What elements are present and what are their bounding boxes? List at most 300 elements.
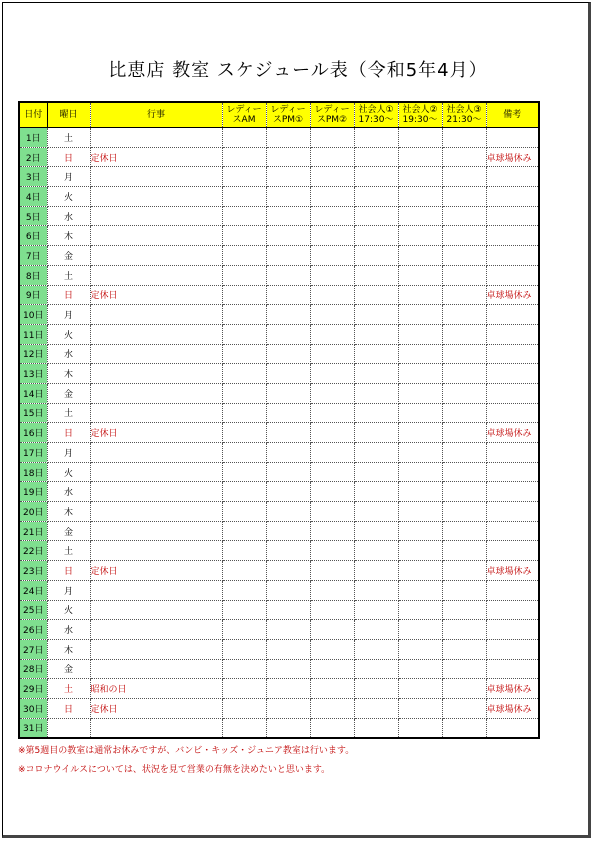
header-ladies-pm2 (310, 102, 354, 128)
cell-class-slot (222, 187, 266, 207)
cell-date: 28日 (19, 659, 47, 679)
cell-class-slot (266, 462, 310, 482)
table-row (19, 580, 539, 600)
cell-class-slot (266, 167, 310, 187)
cell-class-slot (310, 521, 354, 541)
cell-class-slot (398, 639, 442, 659)
cell-note (486, 265, 539, 285)
cell-class-slot (222, 364, 266, 384)
cell-date: 7日 (19, 246, 47, 266)
cell-class-slot (442, 698, 486, 718)
cell-note (486, 383, 539, 403)
cell-class-slot (398, 187, 442, 207)
cell-class-slot (442, 147, 486, 167)
cell-class-slot (398, 541, 442, 561)
cell-event (90, 502, 222, 522)
cell-dow: 金 (47, 521, 90, 541)
cell-class-slot (310, 147, 354, 167)
cell-event: 昭和の日 (90, 679, 222, 699)
cell-class-slot (398, 423, 442, 443)
cell-dow: 水 (47, 344, 90, 364)
cell-class-slot (354, 285, 398, 305)
cell-date: 31日 (19, 718, 47, 738)
cell-class-slot (222, 285, 266, 305)
table-row (19, 698, 539, 718)
cell-class-slot (398, 580, 442, 600)
cell-event: 定休日 (90, 561, 222, 581)
cell-note (486, 580, 539, 600)
table-row (19, 187, 539, 207)
cell-class-slot (354, 443, 398, 463)
cell-dow: 金 (47, 383, 90, 403)
cell-date: 4日 (19, 187, 47, 207)
cell-note: 卓球場休み (486, 147, 539, 167)
cell-class-slot (222, 383, 266, 403)
cell-dow: 火 (47, 187, 90, 207)
cell-class-slot (354, 344, 398, 364)
table-row (19, 364, 539, 384)
header-adult2 (398, 102, 442, 128)
cell-event (90, 206, 222, 226)
cell-event (90, 443, 222, 463)
cell-class-slot (222, 482, 266, 502)
cell-event (90, 521, 222, 541)
cell-date: 23日 (19, 561, 47, 581)
cell-note (486, 403, 539, 423)
cell-class-slot (310, 305, 354, 325)
cell-class-slot (266, 620, 310, 640)
cell-dow: 土 (47, 679, 90, 699)
cell-note (486, 521, 539, 541)
cell-dow: 土 (47, 128, 90, 148)
cell-class-slot (310, 246, 354, 266)
header-adult1-line1: 社会人① (358, 105, 394, 115)
cell-class-slot (398, 285, 442, 305)
cell-class-slot (354, 265, 398, 285)
cell-class-slot (354, 187, 398, 207)
cell-class-slot (354, 679, 398, 699)
cell-class-slot (266, 580, 310, 600)
table-row (19, 443, 539, 463)
cell-dow: 土 (47, 403, 90, 423)
cell-class-slot (398, 364, 442, 384)
cell-date: 25日 (19, 600, 47, 620)
cell-event: 定休日 (90, 147, 222, 167)
cell-event (90, 600, 222, 620)
cell-event (90, 462, 222, 482)
cell-class-slot (354, 659, 398, 679)
cell-class-slot (442, 561, 486, 581)
schedule-body (19, 128, 539, 739)
cell-note (486, 502, 539, 522)
cell-note (486, 718, 539, 738)
cell-event (90, 403, 222, 423)
cell-class-slot (442, 423, 486, 443)
cell-date: 11日 (19, 324, 47, 344)
cell-class-slot (442, 285, 486, 305)
cell-class-slot (310, 639, 354, 659)
cell-class-slot (266, 364, 310, 384)
cell-class-slot (266, 679, 310, 699)
table-row (19, 561, 539, 581)
table-row (19, 502, 539, 522)
cell-class-slot (266, 718, 310, 738)
cell-class-slot (266, 502, 310, 522)
table-row (19, 482, 539, 502)
cell-date: 29日 (19, 679, 47, 699)
cell-class-slot (442, 206, 486, 226)
cell-note (486, 541, 539, 561)
cell-class-slot (222, 639, 266, 659)
cell-class-slot (266, 285, 310, 305)
cell-class-slot (222, 443, 266, 463)
cell-event (90, 541, 222, 561)
cell-class-slot (354, 561, 398, 581)
cell-class-slot (442, 403, 486, 423)
cell-date: 21日 (19, 521, 47, 541)
cell-class-slot (354, 246, 398, 266)
cell-class-slot (398, 502, 442, 522)
cell-date: 3日 (19, 167, 47, 187)
cell-note: 卓球場休み (486, 561, 539, 581)
cell-class-slot (310, 698, 354, 718)
cell-class-slot (266, 147, 310, 167)
cell-date: 26日 (19, 620, 47, 640)
cell-class-slot (222, 344, 266, 364)
cell-dow: 金 (47, 659, 90, 679)
table-row (19, 285, 539, 305)
cell-class-slot (310, 462, 354, 482)
cell-class-slot (398, 403, 442, 423)
cell-note (486, 206, 539, 226)
header-ladies-pm1-line2: スPM① (272, 115, 304, 125)
table-row (19, 541, 539, 561)
cell-dow: 土 (47, 265, 90, 285)
cell-date: 24日 (19, 580, 47, 600)
cell-class-slot (442, 659, 486, 679)
table-row (19, 521, 539, 541)
cell-class-slot (442, 620, 486, 640)
header-adult3-line1: 社会人③ (446, 105, 482, 115)
cell-class-slot (354, 462, 398, 482)
cell-note (486, 324, 539, 344)
cell-class-slot (266, 541, 310, 561)
cell-dow: 木 (47, 364, 90, 384)
cell-class-slot (310, 206, 354, 226)
cell-event (90, 226, 222, 246)
cell-class-slot (398, 167, 442, 187)
cell-class-slot (354, 580, 398, 600)
cell-class-slot (222, 462, 266, 482)
cell-dow (47, 718, 90, 738)
cell-class-slot (310, 580, 354, 600)
cell-class-slot (222, 502, 266, 522)
cell-class-slot (222, 580, 266, 600)
cell-class-slot (354, 423, 398, 443)
cell-class-slot (354, 698, 398, 718)
cell-class-slot (442, 305, 486, 325)
table-row (19, 344, 539, 364)
cell-class-slot (398, 698, 442, 718)
cell-note (486, 167, 539, 187)
cell-event: 定休日 (90, 423, 222, 443)
cell-class-slot (266, 521, 310, 541)
header-note: 備考 (486, 102, 539, 128)
cell-class-slot (442, 462, 486, 482)
cell-class-slot (222, 226, 266, 246)
cell-class-slot (398, 324, 442, 344)
cell-class-slot (266, 206, 310, 226)
table-row (19, 206, 539, 226)
cell-class-slot (266, 639, 310, 659)
cell-class-slot (442, 265, 486, 285)
cell-class-slot (266, 128, 310, 148)
cell-note (486, 482, 539, 502)
cell-class-slot (266, 246, 310, 266)
header-adult2-line1: 社会人② (402, 105, 438, 115)
cell-class-slot (442, 443, 486, 463)
cell-class-slot (398, 206, 442, 226)
cell-class-slot (310, 403, 354, 423)
cell-dow: 火 (47, 324, 90, 344)
table-row (19, 167, 539, 187)
cell-date: 30日 (19, 698, 47, 718)
page-title: 比恵店 教室 スケジュール表（令和5年4月） (108, 60, 488, 81)
cell-class-slot (442, 324, 486, 344)
cell-date: 1日 (19, 128, 47, 148)
cell-dow: 日 (47, 423, 90, 443)
cell-class-slot (442, 521, 486, 541)
cell-class-slot (266, 698, 310, 718)
cell-class-slot (310, 324, 354, 344)
cell-class-slot (398, 718, 442, 738)
cell-class-slot (354, 383, 398, 403)
cell-note (486, 246, 539, 266)
cell-class-slot (222, 167, 266, 187)
cell-date: 16日 (19, 423, 47, 443)
cell-class-slot (398, 462, 442, 482)
cell-class-slot (266, 305, 310, 325)
cell-class-slot (442, 580, 486, 600)
cell-class-slot (310, 502, 354, 522)
cell-note (486, 659, 539, 679)
cell-event (90, 324, 222, 344)
cell-note: 卓球場休み (486, 698, 539, 718)
table-row (19, 403, 539, 423)
cell-note: 卓球場休み (486, 285, 539, 305)
cell-class-slot (266, 443, 310, 463)
cell-date: 6日 (19, 226, 47, 246)
cell-note (486, 443, 539, 463)
header-adult2-line2: 19:30～ (402, 115, 438, 125)
table-row (19, 305, 539, 325)
cell-class-slot (398, 561, 442, 581)
header-adult3-line2: 21:30～ (446, 115, 482, 125)
cell-event (90, 718, 222, 738)
cell-dow: 月 (47, 305, 90, 325)
cell-class-slot (310, 541, 354, 561)
cell-date: 19日 (19, 482, 47, 502)
cell-class-slot (354, 324, 398, 344)
cell-class-slot (266, 344, 310, 364)
footnote-2: ※コロナウイルスについては、状況を見て営業の有無を決めたいと思います。 (18, 765, 331, 775)
cell-class-slot (398, 383, 442, 403)
cell-class-slot (398, 679, 442, 699)
header-ladies-pm2-line1: レディー (314, 105, 350, 115)
cell-class-slot (222, 659, 266, 679)
cell-class-slot (266, 482, 310, 502)
cell-date: 15日 (19, 403, 47, 423)
cell-class-slot (310, 383, 354, 403)
cell-class-slot (222, 265, 266, 285)
cell-class-slot (442, 718, 486, 738)
cell-class-slot (222, 206, 266, 226)
cell-class-slot (310, 600, 354, 620)
cell-class-slot (222, 403, 266, 423)
cell-class-slot (354, 147, 398, 167)
cell-event (90, 187, 222, 207)
cell-class-slot (310, 285, 354, 305)
cell-class-slot (354, 128, 398, 148)
cell-class-slot (310, 718, 354, 738)
cell-class-slot (354, 639, 398, 659)
cell-class-slot (310, 226, 354, 246)
cell-date: 20日 (19, 502, 47, 522)
cell-note (486, 187, 539, 207)
cell-class-slot (354, 482, 398, 502)
cell-date: 5日 (19, 206, 47, 226)
header-adult1 (354, 102, 398, 128)
cell-event (90, 305, 222, 325)
cell-event (90, 639, 222, 659)
cell-date: 22日 (19, 541, 47, 561)
header-ladies-pm1 (266, 102, 310, 128)
cell-class-slot (354, 502, 398, 522)
cell-class-slot (266, 600, 310, 620)
cell-class-slot (442, 600, 486, 620)
cell-class-slot (398, 521, 442, 541)
cell-note (486, 462, 539, 482)
cell-class-slot (354, 167, 398, 187)
cell-class-slot (222, 128, 266, 148)
cell-note (486, 344, 539, 364)
cell-note (486, 226, 539, 246)
cell-class-slot (442, 344, 486, 364)
cell-class-slot (354, 206, 398, 226)
cell-note (486, 620, 539, 640)
cell-class-slot (442, 679, 486, 699)
header-dow: 曜日 (47, 102, 90, 128)
cell-class-slot (398, 305, 442, 325)
cell-date: 10日 (19, 305, 47, 325)
cell-class-slot (222, 324, 266, 344)
cell-class-slot (266, 423, 310, 443)
cell-note (486, 128, 539, 148)
cell-class-slot (354, 305, 398, 325)
cell-class-slot (266, 561, 310, 581)
cell-class-slot (442, 246, 486, 266)
cell-class-slot (222, 305, 266, 325)
cell-dow: 日 (47, 561, 90, 581)
cell-class-slot (398, 147, 442, 167)
cell-date: 9日 (19, 285, 47, 305)
cell-class-slot (222, 718, 266, 738)
cell-class-slot (222, 620, 266, 640)
cell-dow: 水 (47, 482, 90, 502)
cell-date: 18日 (19, 462, 47, 482)
header-ladies-am-line2: スAM (232, 115, 256, 125)
cell-class-slot (222, 541, 266, 561)
cell-date: 8日 (19, 265, 47, 285)
cell-class-slot (442, 541, 486, 561)
schedule-table (18, 101, 540, 739)
cell-class-slot (398, 265, 442, 285)
table-row (19, 718, 539, 738)
table-row (19, 324, 539, 344)
cell-dow: 水 (47, 620, 90, 640)
header-ladies-am-line1: レディー (226, 105, 262, 115)
cell-event (90, 344, 222, 364)
footnote-1: ※第5週目の教室は通常お休みですが、バンビ・キッズ・ジュニア教室は行います。 (18, 746, 355, 756)
cell-class-slot (442, 639, 486, 659)
cell-dow: 火 (47, 462, 90, 482)
cell-class-slot (266, 324, 310, 344)
header-event: 行事 (90, 102, 222, 128)
cell-event (90, 128, 222, 148)
cell-class-slot (398, 482, 442, 502)
table-row (19, 679, 539, 699)
cell-class-slot (398, 620, 442, 640)
cell-class-slot (222, 246, 266, 266)
cell-class-slot (442, 364, 486, 384)
cell-note (486, 600, 539, 620)
table-row (19, 462, 539, 482)
table-row (19, 659, 539, 679)
cell-class-slot (442, 167, 486, 187)
cell-class-slot (222, 600, 266, 620)
cell-event (90, 364, 222, 384)
cell-class-slot (442, 187, 486, 207)
cell-dow: 日 (47, 698, 90, 718)
cell-dow: 月 (47, 443, 90, 463)
cell-event (90, 265, 222, 285)
header-ladies-pm1-line1: レディー (270, 105, 306, 115)
cell-dow: 木 (47, 226, 90, 246)
cell-class-slot (310, 620, 354, 640)
cell-dow: 土 (47, 541, 90, 561)
cell-event (90, 659, 222, 679)
cell-class-slot (310, 364, 354, 384)
table-row (19, 246, 539, 266)
cell-class-slot (266, 265, 310, 285)
cell-event (90, 580, 222, 600)
cell-date: 2日 (19, 147, 47, 167)
cell-class-slot (398, 443, 442, 463)
table-row (19, 383, 539, 403)
cell-class-slot (310, 167, 354, 187)
cell-event (90, 246, 222, 266)
cell-dow: 月 (47, 580, 90, 600)
cell-class-slot (222, 561, 266, 581)
header-ladies-am (222, 102, 266, 128)
cell-event (90, 167, 222, 187)
cell-class-slot (354, 226, 398, 246)
cell-class-slot (354, 600, 398, 620)
cell-class-slot (310, 128, 354, 148)
cell-class-slot (398, 600, 442, 620)
cell-event (90, 383, 222, 403)
cell-class-slot (222, 423, 266, 443)
